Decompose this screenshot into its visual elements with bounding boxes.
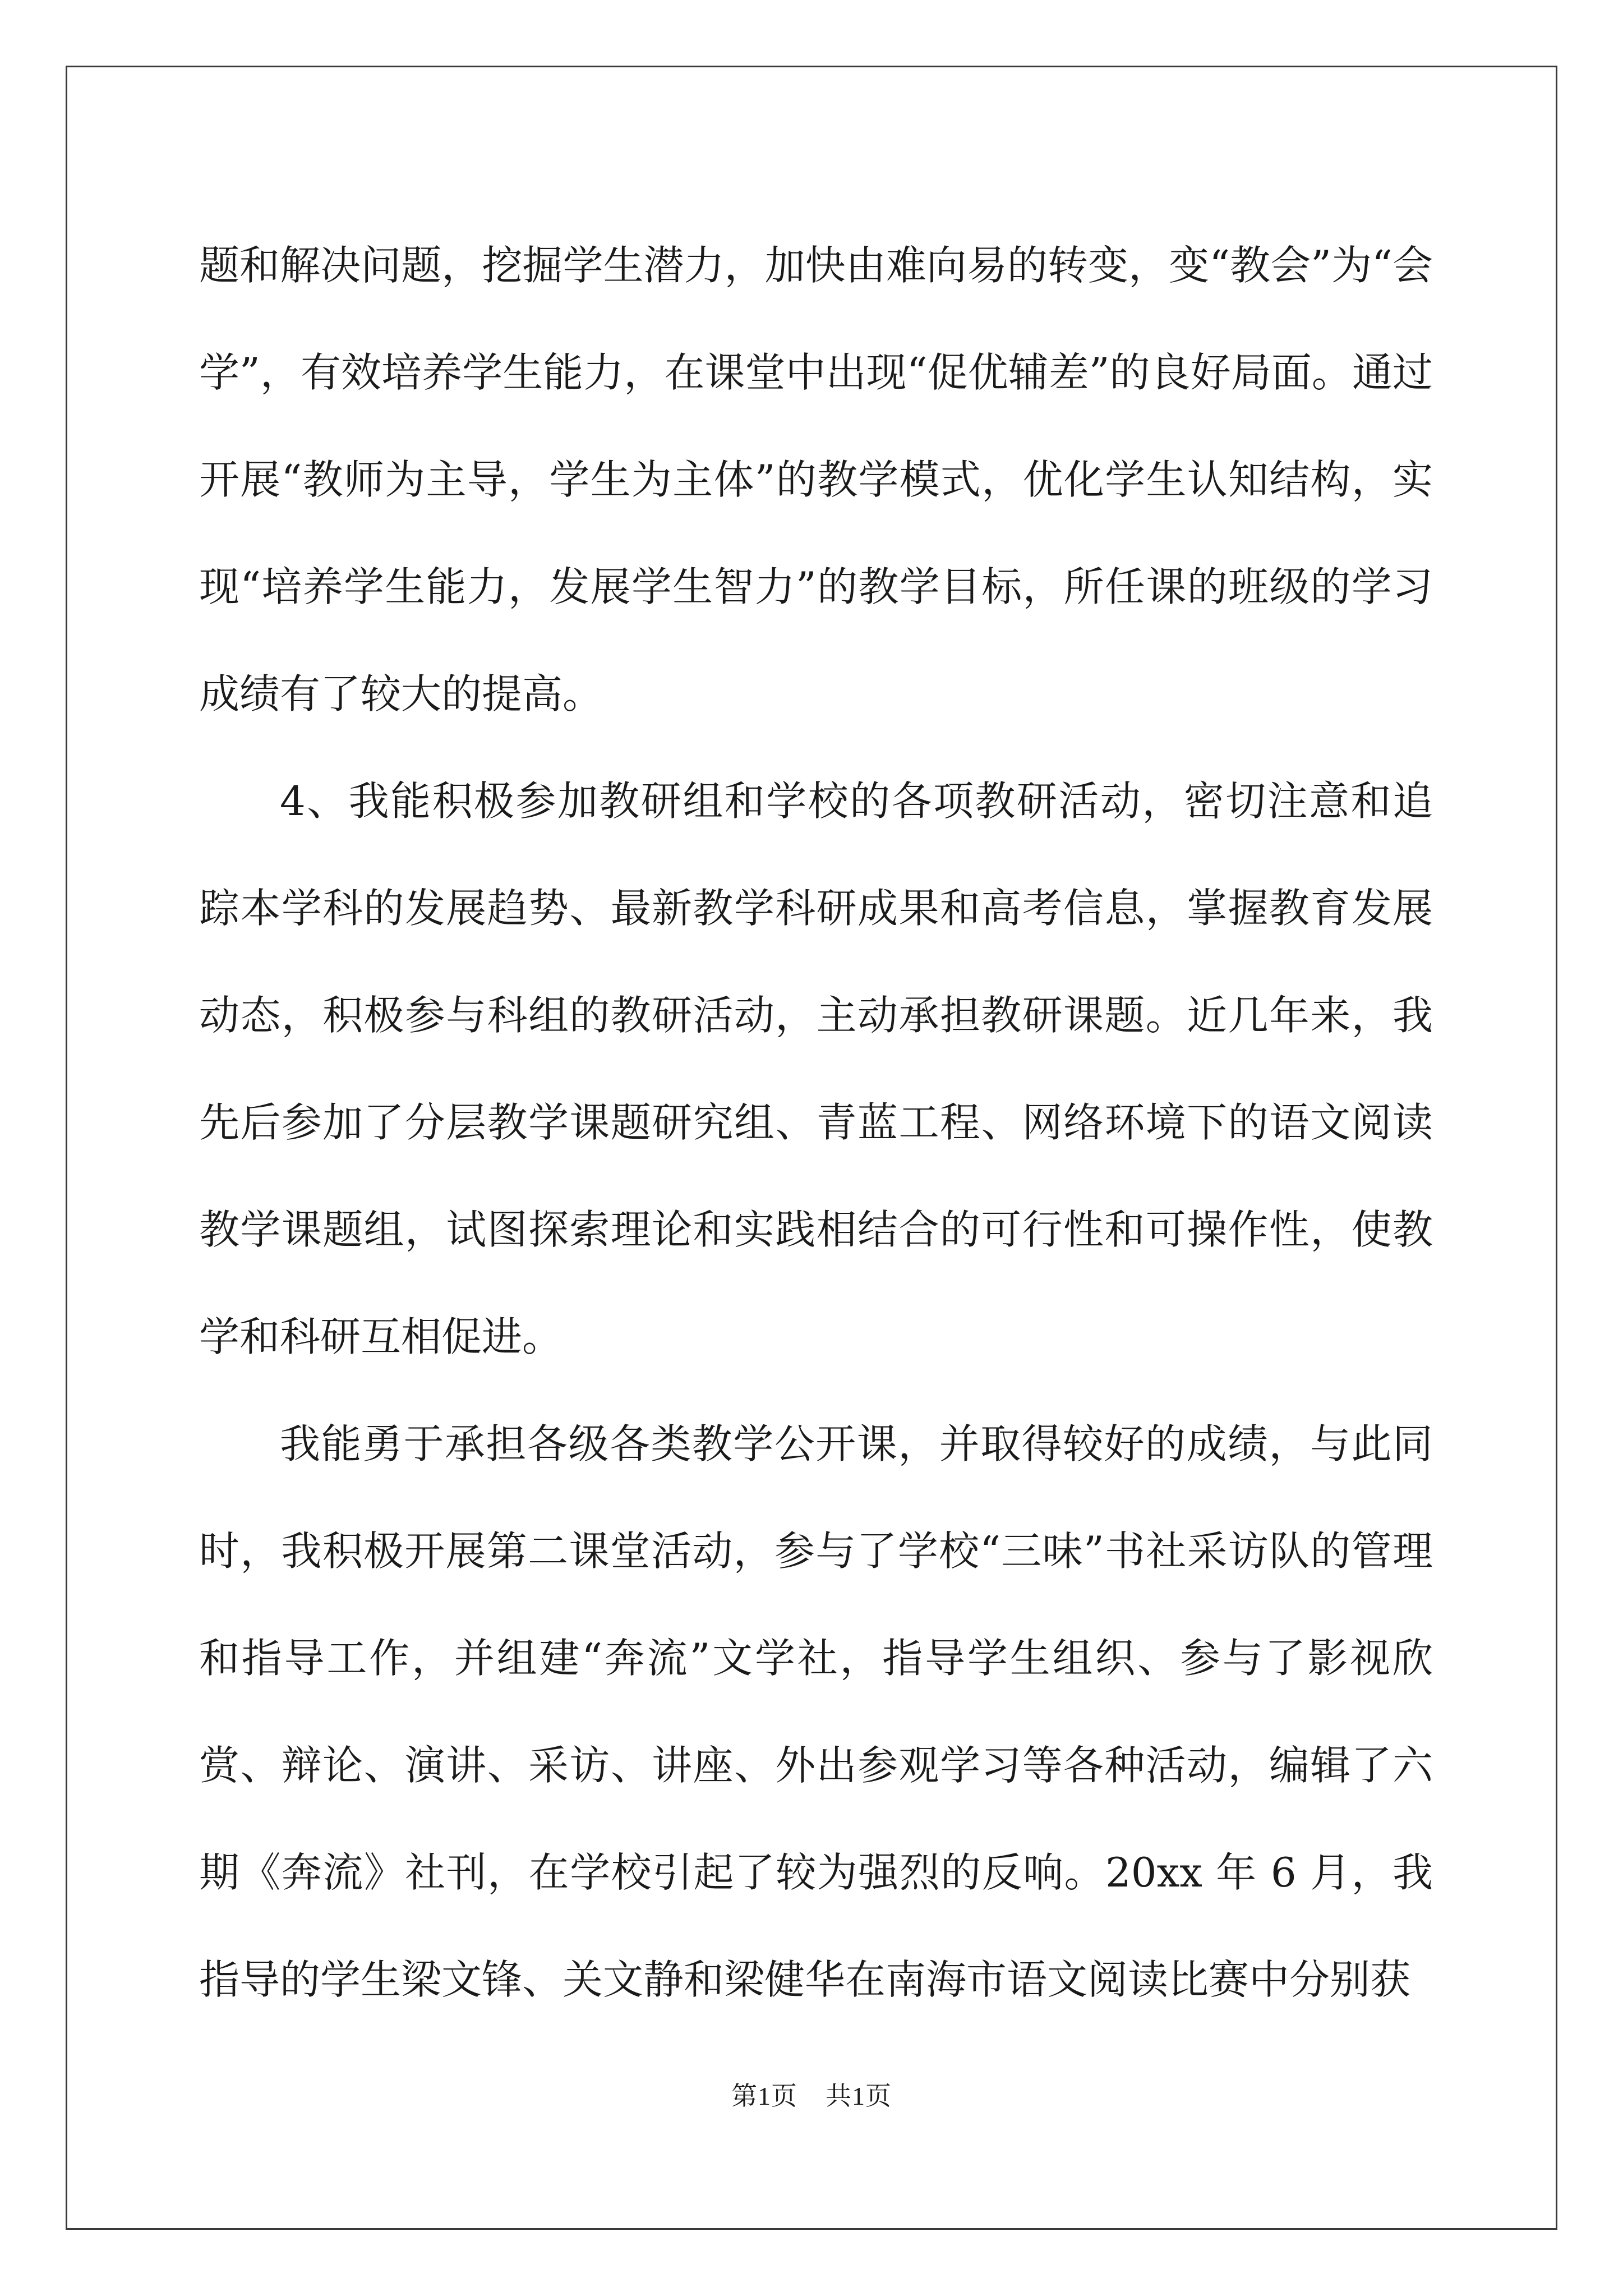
document-body [199,212,1433,2033]
page-number: 第1页 [731,2082,797,2110]
paragraph-2: 4、我能积极参加教研组和学校的各项教研活动，密切注意和追踪本学科的发展趋势、最新教学科研成果和高考信息，掌握教育发展动态，积极参与科组的教研活动，主动承担教研课题。近几年来，我先后参加了分层教学课题研究组、青蓝工程、网络环境下的语文阅读教学课题组，试图探索理论和实践相结合的可行性和可操作性，使教学和科研互相促进。 [199,777,1433,1360]
page-footer [0,2076,1623,2113]
paragraph-1: 题和解决问题，挖掘学生潜力，加快由难向易的转变，变“教会”为“会学”，有效培养学生能力，在课堂中出现“促优辅差”的良好局面。通过开展“教师为主导，学生为主体”的教学模式，优化学生认知结构，实现“培养学生能力，发展学生智力”的教学目标，所任课的班级的学习成绩有了较大的提高。 [199,242,1433,717]
paragraph-3: 我能勇于承担各级各类教学公开课，并取得较好的成绩，与此同时，我积极开展第二课堂活动，参与了学校“三味”书社采访队的管理和指导工作，并组建“奔流”文学社，指导学生组织、参与了影视欣赏、辩论、演讲、采访、讲座、外出参观学习等各种活动，编辑了六期《奔流》社刊，在学校引起了较为强烈的反响。20xx 年 6 月，我指导的学生梁文锋、关文静和梁健华在南海市语文阅读比赛中分别获 [199,1420,1433,2003]
page-total: 共1页 [826,2082,892,2110]
